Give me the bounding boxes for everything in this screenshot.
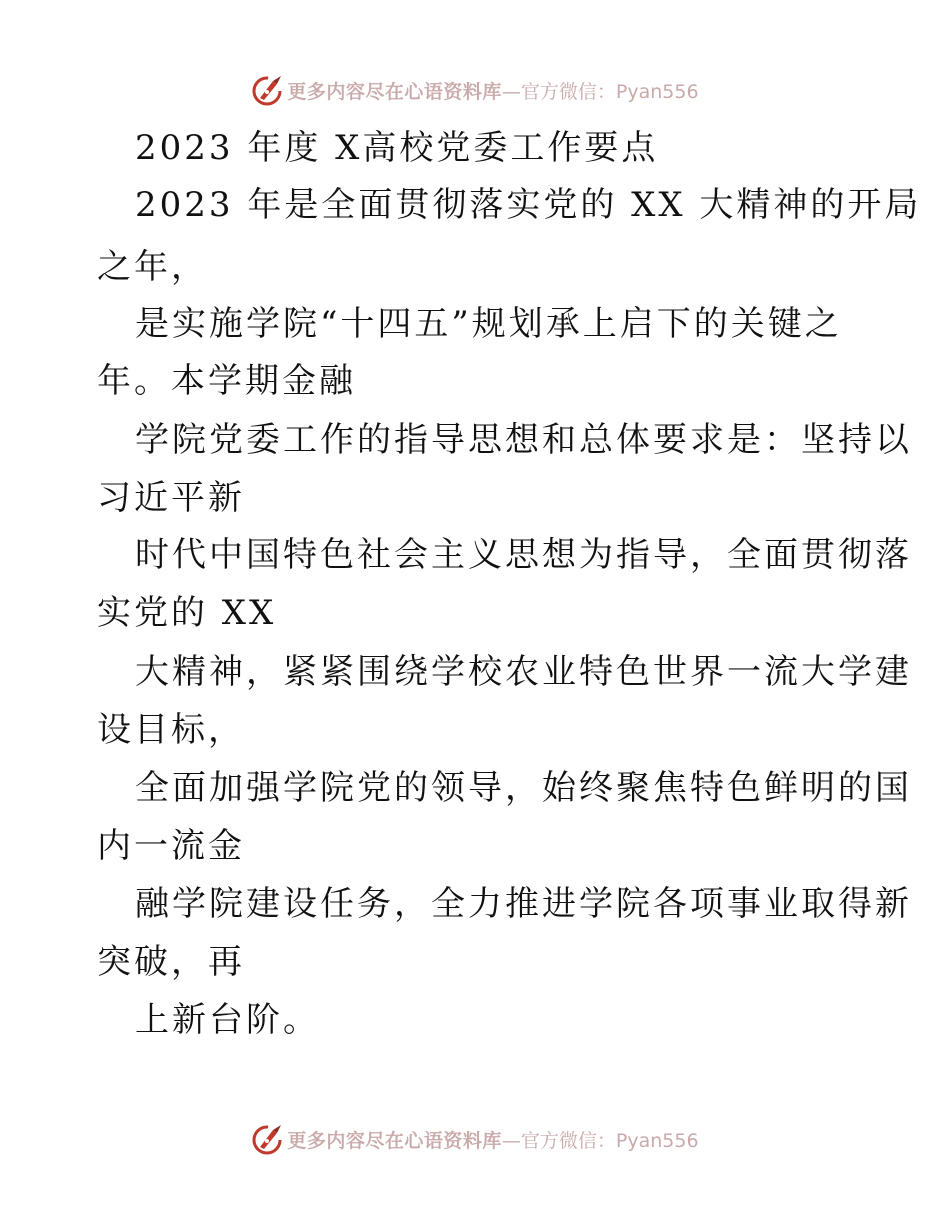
- paragraph-line: 年。本学期金融: [97, 361, 356, 401]
- paragraph-line: 内一流金: [97, 826, 245, 866]
- paragraph-line: 实党的 XX: [97, 593, 277, 633]
- watermark-wechat: —官方微信：Pyan556: [501, 1129, 699, 1152]
- paragraph-line: 突破，再: [97, 942, 245, 982]
- paragraph-line: 是实施学院“十四五”规划承上启下的关键之: [135, 304, 842, 344]
- document-title: 2023 年度 X高校党委工作要点: [135, 128, 659, 168]
- quill-pen-logo-icon: [251, 73, 285, 107]
- paragraph-line: 全面加强学院党的领导，始终聚焦特色鲜明的国: [135, 768, 912, 808]
- paragraph-line: 大精神，紧紧围绕学校农业特色世界一流大学建: [135, 652, 912, 692]
- paragraph-line: 学院党委工作的指导思想和总体要求是：坚持以: [135, 420, 912, 460]
- paragraph-line: 时代中国特色社会主义思想为指导，全面贯彻落: [135, 535, 912, 575]
- paragraph-line: 习近平新: [97, 478, 245, 518]
- paragraph-line: 之年，: [97, 247, 208, 287]
- header-banner: [0, 70, 950, 110]
- paragraph-line: 设目标，: [97, 710, 245, 750]
- paragraph-line: 上新台阶。: [135, 1000, 320, 1040]
- paragraph-line: 2023 年是全面贯彻落实党的 XX 大精神的开局: [135, 185, 922, 225]
- watermark-wechat: —官方微信：Pyan556: [501, 80, 699, 103]
- quill-pen-logo-icon: [251, 1122, 285, 1156]
- paragraph-line: 融学院建设任务，全力推进学院各项事业取得新: [135, 884, 912, 924]
- watermark-text: 更多内容尽在心语资料库: [287, 80, 502, 103]
- footer-banner: [0, 1119, 950, 1159]
- watermark-text: 更多内容尽在心语资料库: [287, 1129, 502, 1152]
